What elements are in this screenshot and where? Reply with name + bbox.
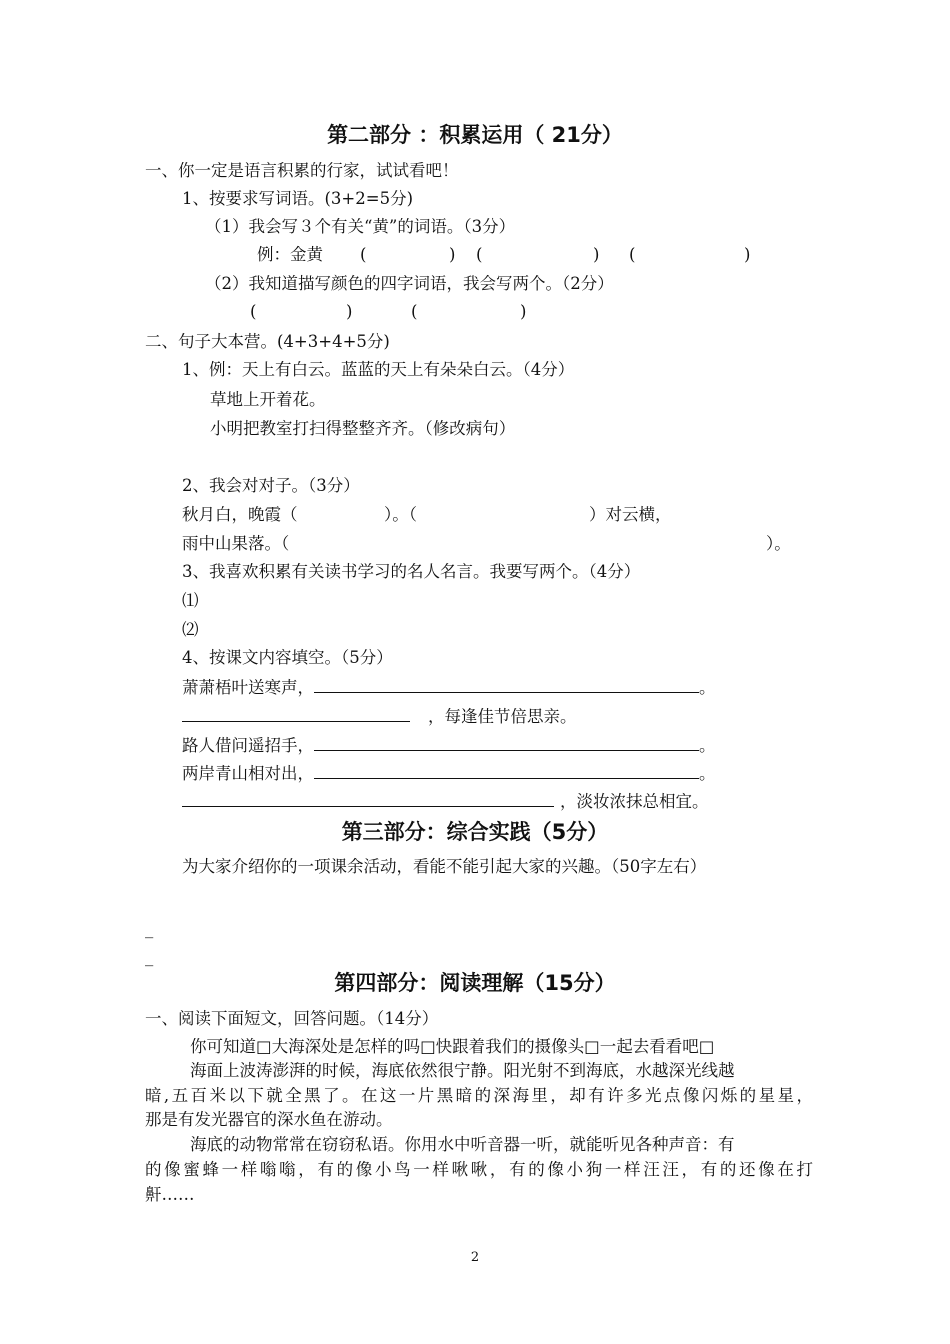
q2-s1-line1: 草地上开着花。 — [210, 390, 326, 409]
part3-title: 第三部分：综合实践（5分） — [341, 820, 609, 844]
poem-line-4: 两岸青山相对出， 。 — [182, 764, 716, 783]
q1-s1b: （2）我知道描写颜色的四字词语，我会写两个。（2分） — [205, 274, 614, 293]
poem-line-3: 路人借问遥招手， 。 — [182, 736, 716, 755]
answer-mark-1: _ — [145, 919, 154, 938]
couplet-1c: ）对云横， — [589, 505, 672, 524]
q2-s2: 2、我会对对子。（3分） — [182, 476, 360, 495]
couplet-1a: 秋月白，晚霞（ — [182, 505, 298, 524]
fill-blank-2[interactable] — [182, 707, 410, 722]
q1-s1: 1、按要求写词语。(3+2=5分) — [182, 189, 414, 208]
example-word: 例：金黄 — [257, 245, 323, 264]
blank-paren-2[interactable]: ( — [476, 245, 483, 264]
quote-num-1: ⑴ — [182, 591, 199, 610]
q2-s1-line2: 小明把教室打扫得整整齐齐。（修改病句） — [210, 419, 516, 438]
fill-blank-4[interactable] — [314, 764, 699, 779]
blank-paren-5[interactable]: ( — [411, 302, 418, 321]
fill-blank-3[interactable] — [314, 736, 699, 751]
reading-q1-title: 一、阅读下面短文，回答问题。（14分） — [145, 1009, 439, 1028]
passage-p3-a: 海底的动物常常在窃窃私语。你用水中听音器一听，就能听见各种声音：有 — [190, 1135, 735, 1154]
passage-p3-b: 的像蜜蜂一样嗡嗡，有的像小鸟一样啾啾，有的像小狗一样汪汪，有的还像在打 — [145, 1160, 813, 1179]
passage-p2-a: 海面上波涛澎湃的时候，海底依然很宁静。阳光射不到海底，水越深光线越 — [190, 1061, 735, 1080]
q2-title: 二、句子大本营。(4+3+4+5分) — [145, 332, 390, 351]
poem-line-2: ，每逢佳节倍思亲。 — [182, 706, 577, 728]
quote-num-2: ⑵ — [182, 620, 199, 639]
answer-mark-2: _ — [145, 947, 154, 966]
blank-paren-3[interactable]: ( — [629, 245, 636, 264]
q2-s4: 4、按课文内容填空。（5分） — [182, 648, 393, 667]
part3-prompt: 为大家介绍你的一项课余活动，看能不能引起大家的兴趣。（50字左右） — [182, 857, 707, 876]
q1-example — [257, 244, 323, 266]
q1-s1a: （1）我会写３个有关“黄”的词语。（3分） — [205, 217, 516, 236]
passage-p2-c: 那是有发光器官的深水鱼在游动。 — [145, 1110, 393, 1129]
passage-p1: 你可知道□大海深处是怎样的吗□快跟着我们的摄像头□一起去看看吧□ — [190, 1037, 715, 1056]
blank-paren-1[interactable]: ( — [360, 245, 367, 264]
part2-title: 第二部分 ：积累运用（ 21分） — [327, 123, 623, 147]
fill-blank-1[interactable] — [314, 678, 699, 693]
fill-blank-5[interactable] — [182, 792, 554, 807]
part4-title: 第四部分：阅读理解（15分） — [334, 971, 616, 995]
q1-title: 一、你一定是语言积累的行家，试试看吧！ — [145, 161, 459, 180]
page-number: 2 — [470, 1250, 480, 1265]
poem-line-5: ，淡妆浓抹总相宜。 — [182, 791, 709, 813]
couplet-1b: ）。（ — [384, 505, 417, 524]
couplet-2b: ）。 — [766, 534, 791, 553]
passage-p3-c: 鼾…… — [145, 1185, 195, 1204]
poem-line-1: 萧萧梧叶送寒声， 。 — [182, 678, 716, 697]
q2-s3: 3、我喜欢积累有关读书学习的名人名言。我要写两个。（4分） — [182, 562, 641, 581]
passage-p2-b: 暗,五百米以下就全黑了。在这一片黑暗的深海里，却有许多光点像闪烁的星星， — [145, 1086, 813, 1105]
q2-s1: 1、例：天上有白云。蓝蓝的天上有朵朵白云。（4分） — [182, 360, 575, 379]
blank-paren-4[interactable]: ( — [250, 302, 257, 321]
couplet-2a: 雨中山果落。（ — [182, 534, 290, 553]
